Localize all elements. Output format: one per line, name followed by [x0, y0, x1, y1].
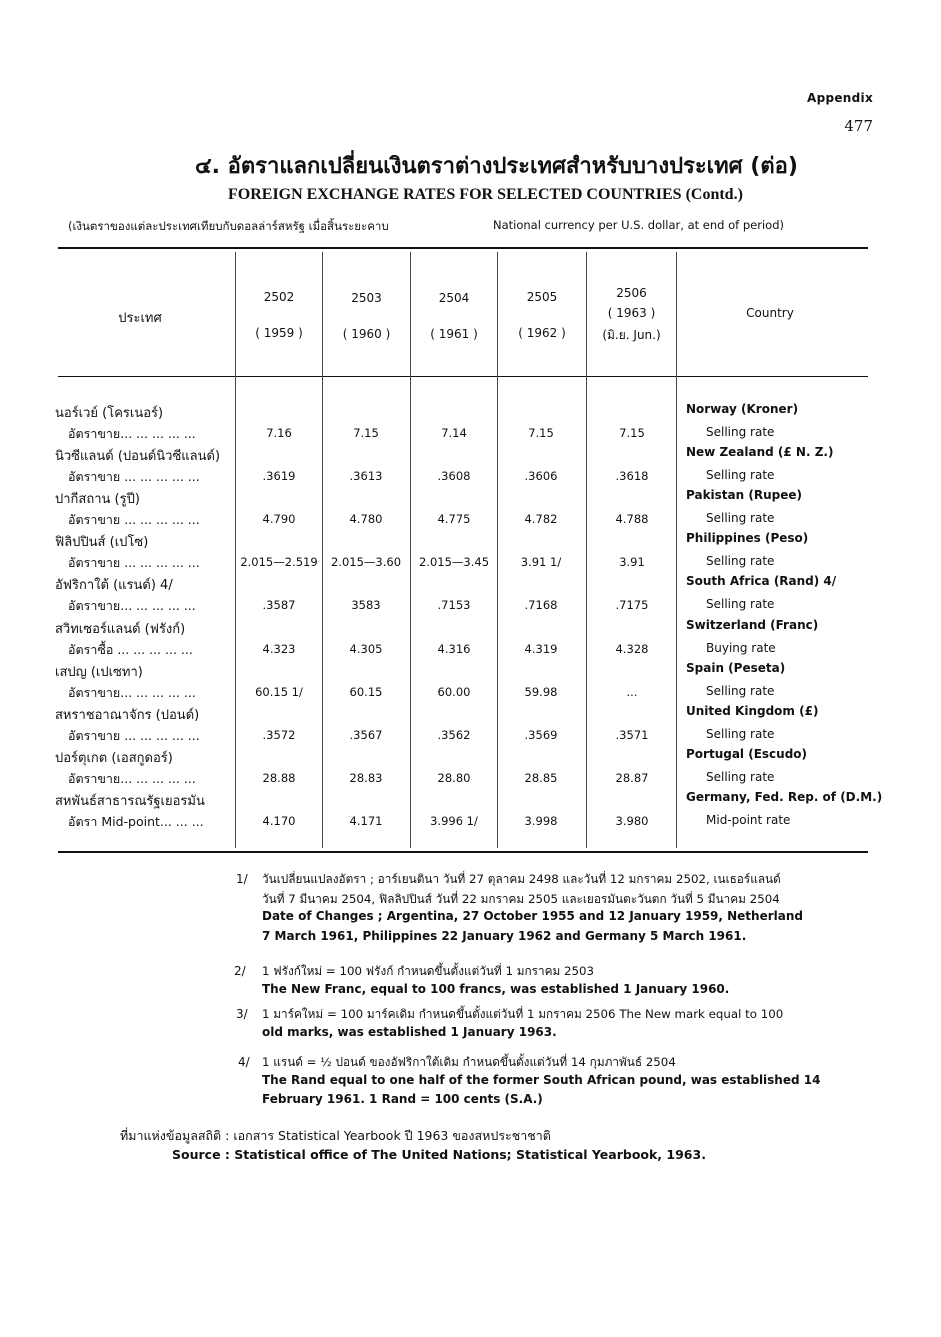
- table-cell: 4.305: [349, 642, 383, 656]
- row-rate-thai: อัตราขาย ... ... ... ... ...: [68, 512, 200, 527]
- row-country-thai: ฟิลิปปินส์ (เปโซ): [55, 535, 149, 550]
- table-cell: 7.16: [266, 426, 292, 440]
- header-year-ce: ( 1961 ): [430, 327, 478, 341]
- table-cell: .3587: [262, 598, 296, 612]
- table-cell: 3.91: [619, 555, 645, 569]
- footnote-line: Date of Changes ; Argentina, 27 October 1955 and 12 January 1959, Netherland: [262, 909, 803, 923]
- table-cell: .7153: [437, 598, 471, 612]
- table-cell: 60.15: [349, 685, 383, 699]
- header-year-ce: ( 1960 ): [342, 327, 391, 341]
- table-cell: 2.015—3.60: [330, 555, 402, 569]
- row-country-english: Germany, Fed. Rep. of (D.M.): [686, 790, 883, 804]
- row-country-english: Switzerland (Franc): [686, 618, 819, 632]
- row-country-english: Pakistan (Rupee): [686, 488, 802, 502]
- table-header-rule: [58, 376, 868, 377]
- header-year-be: 2505: [526, 290, 558, 304]
- source-thai-label: ที่มาแห่งข้อมูลสถิติ: [120, 1128, 222, 1143]
- table-cell: 7.14: [441, 426, 467, 440]
- row-country-english: United Kingdom (£): [686, 704, 819, 718]
- row-rate-english: Selling rate: [706, 770, 775, 784]
- column-divider: [497, 252, 498, 848]
- source-english-text: : Statistical office of The United Nations; Statistical Yearbook, 1963.: [224, 1147, 706, 1162]
- table-cell: 28.80: [437, 771, 471, 785]
- column-divider: [410, 252, 411, 848]
- row-country-english: Portugal (Escudo): [686, 747, 808, 761]
- row-rate-thai: อัตราขาย... ... ... ... ...: [68, 685, 196, 700]
- table-top-rule: [58, 247, 868, 249]
- footnote-line: วันที่ 7 มีนาคม 2504, ฟิลลิปปินส์ วันที่ 22 มกราคม 2505 และเยอรมันตะวันตก วันที่ 5 มีนาคม 2504: [262, 891, 780, 906]
- table-cell: 3.980: [615, 814, 649, 828]
- footnote-mark: 3/: [236, 1007, 248, 1021]
- page-number: 477: [844, 117, 873, 135]
- row-rate-english: Selling rate: [706, 597, 775, 611]
- table-cell: 4.782: [524, 512, 558, 526]
- row-country-english: New Zealand (£ N. Z.): [686, 445, 834, 459]
- row-country-thai: อัฟริกาใต้ (แรนด์) 4/: [55, 578, 173, 593]
- row-rate-english: Mid-point rate: [706, 813, 791, 827]
- column-divider: [235, 252, 236, 848]
- column-divider: [676, 252, 677, 848]
- title-thai: ๔. อัตราแลกเปลี่ยนเงินตราต่างประเทศสำหรับบางประเทศ (ต่อ): [195, 154, 798, 179]
- footnote-line: 1 มาร์คใหม่ = 100 มาร์คเดิม กำหนดขึ้นตั้งแต่วันที่ 1 มกราคม 2506 The New mark equal to 100: [262, 1007, 784, 1021]
- table-cell: .3606: [524, 469, 558, 483]
- table-cell: .3608: [437, 469, 471, 483]
- row-rate-english: Selling rate: [706, 425, 775, 439]
- row-country-thai: สหราชอาณาจักร (ปอนด์): [55, 708, 200, 723]
- table-cell: 28.87: [615, 771, 649, 785]
- footnote-mark: 4/: [238, 1055, 250, 1069]
- table-cell: .3567: [349, 728, 383, 742]
- row-rate-thai: อัตราขาย ... ... ... ... ...: [68, 728, 200, 743]
- row-country-thai: นอร์เวย์ (โครเนอร์): [55, 406, 164, 421]
- row-country-thai: ปากีสถาน (รูปี): [55, 492, 140, 507]
- table-cell: 3.998: [524, 814, 558, 828]
- footnote-line: February 1961. 1 Rand = 100 cents (S.A.): [262, 1092, 543, 1106]
- table-cell: 28.85: [524, 771, 558, 785]
- row-country-english: Spain (Peseta): [686, 661, 786, 675]
- appendix-label: Appendix: [807, 91, 873, 105]
- table-cell: 28.88: [262, 771, 296, 785]
- table-cell: .3569: [524, 728, 558, 742]
- row-rate-english: Selling rate: [706, 727, 775, 741]
- table-cell: 4.319: [524, 642, 558, 656]
- row-country-english: Philippines (Peso): [686, 531, 809, 545]
- footnote-line: The Rand equal to one half of the former South African pound, was established 14: [262, 1072, 821, 1087]
- title-english: FOREIGN EXCHANGE RATES FOR SELECTED COUNTRIES (Contd.): [228, 186, 743, 203]
- footnote-mark: 2/: [234, 964, 246, 978]
- table-cell: 4.316: [437, 642, 471, 656]
- header-country-thai: ประเทศ: [118, 311, 162, 326]
- row-rate-english: Selling rate: [706, 554, 775, 568]
- header-country-english: Country: [746, 306, 794, 320]
- source-english-label: Source: [172, 1147, 221, 1162]
- header-year-ce: ( 1963 ): [607, 306, 656, 320]
- row-rate-thai: อัตราขาย... ... ... ... ...: [68, 598, 196, 613]
- row-rate-thai: อัตราซื้อ ... ... ... ... ...: [68, 642, 193, 657]
- footnote-line: The New Franc, equal to 100 francs, was established 1 January 1960.: [262, 981, 730, 996]
- table-cell: 28.83: [349, 771, 383, 785]
- table-cell: 4.780: [349, 512, 383, 526]
- source-thai: [120, 1126, 551, 1146]
- header-year-ce: ( 1962 ): [518, 326, 566, 340]
- table-cell: .3572: [262, 728, 296, 742]
- table-cell: ...: [626, 685, 638, 699]
- row-rate-thai: อัตราขาย... ... ... ... ...: [68, 426, 196, 441]
- table-cell: 4.790: [262, 512, 296, 526]
- table-cell: .3613: [349, 469, 383, 483]
- row-rate-english: Selling rate: [706, 468, 775, 482]
- row-rate-english: Selling rate: [706, 511, 775, 525]
- table-cell: .3618: [615, 469, 649, 483]
- footnote-line: 1 ฟรังก์ใหม่ = 100 ฟรังก์ กำหนดขึ้นตั้งแต่วันที่ 1 มกราคม 2503: [262, 964, 595, 978]
- table-cell: 3.91 1/: [520, 555, 562, 569]
- header-year-be: 2506: [616, 286, 647, 300]
- row-country-thai: นิวซีแลนด์ (ปอนด์นิวซีแลนด์): [55, 449, 221, 464]
- row-country-english: South Africa (Rand) 4/: [686, 574, 837, 588]
- table-cell: 4.328: [615, 642, 649, 656]
- footnote-line: 7 March 1961, Philippines 22 January 1962 and Germany 5 March 1961.: [262, 928, 747, 943]
- row-rate-thai: อัตรา Mid-point... ... ...: [68, 814, 204, 829]
- table-cell: 3583: [351, 598, 381, 612]
- row-country-thai: สหพันธ์สาธารณรัฐเยอรมัน: [55, 794, 205, 809]
- table-cell: 60.15 1/: [255, 685, 303, 699]
- table-cell: .3571: [615, 728, 649, 742]
- row-rate-english: Buying rate: [706, 641, 776, 655]
- row-rate-thai: อัตราขาย... ... ... ... ...: [68, 771, 196, 786]
- row-country-thai: ปอร์ตุเกต (เอสกูดอร์): [55, 751, 173, 766]
- table-cell: .7175: [615, 598, 649, 612]
- row-country-thai: สวิทเซอร์แลนด์ (ฟรังก์): [55, 622, 186, 637]
- row-country-english: Norway (Kroner): [686, 402, 799, 416]
- table-cell: 59.98: [524, 685, 558, 699]
- header-year-be: 2503: [351, 291, 382, 305]
- table-bottom-rule: [58, 851, 868, 853]
- table-cell: 7.15: [353, 426, 379, 440]
- footnote-line: วันเปลี่ยนแปลงอัตรา ; อาร์เยนตินา วันที่ 27 ตุลาคม 2498 และวันที่ 12 มกราคม 2502, เนเธอร์แลนด์: [262, 872, 781, 886]
- table-cell: 4.775: [437, 512, 471, 526]
- row-rate-thai: อัตราขาย ... ... ... ... ...: [68, 555, 200, 570]
- table-cell: 2.015—3.45: [418, 555, 490, 569]
- table-cell: 4.323: [262, 642, 296, 656]
- header-year-ce: ( 1959 ): [255, 326, 303, 340]
- header-year-be: 2504: [438, 291, 470, 305]
- header-year-be: 2502: [263, 290, 295, 304]
- source-thai-text: : เอกสาร Statistical Yearbook ปี 1963 ของสหประชาชาติ: [225, 1128, 551, 1143]
- table-cell: 3.996 1/: [430, 814, 478, 828]
- subtitle-english: National currency per U.S. dollar, at end of period): [493, 218, 784, 232]
- row-country-thai: เสปญ (เปเซทา): [55, 665, 143, 680]
- table-cell: 4.170: [262, 814, 296, 828]
- footnote-line: 1 แรนด์ = ½ ปอนด์ ของอัฟริกาใต้เดิม กำหนดขึ้นตั้งแต่วันที่ 14 กุมภาพันธ์ 2504: [262, 1055, 676, 1069]
- table-cell: 7.15: [619, 426, 645, 440]
- table-cell: 7.15: [528, 426, 554, 440]
- table-cell: 4.171: [349, 814, 383, 828]
- column-divider: [322, 252, 323, 848]
- table-cell: 60.00: [437, 685, 471, 699]
- footnote-line: old marks, was established 1 January 1963.: [262, 1024, 557, 1039]
- table-cell: .3562: [437, 728, 471, 742]
- header-month: (มิ.ย. Jun.): [602, 328, 661, 342]
- row-rate-english: Selling rate: [706, 684, 775, 698]
- table-cell: .7168: [524, 598, 558, 612]
- source-english: [172, 1147, 706, 1162]
- table-cell: .3619: [262, 469, 296, 483]
- row-rate-thai: อัตราขาย ... ... ... ... ...: [68, 469, 200, 484]
- table-cell: 4.788: [615, 512, 649, 526]
- table-cell: 2.015—2.519: [240, 555, 318, 569]
- footnote-mark: 1/: [236, 872, 248, 886]
- subtitle-thai: (เงินตราของแต่ละประเทศเทียบกับดอลล่าร์สหรัฐ เมื่อสิ้นระยะคาบ: [68, 219, 389, 233]
